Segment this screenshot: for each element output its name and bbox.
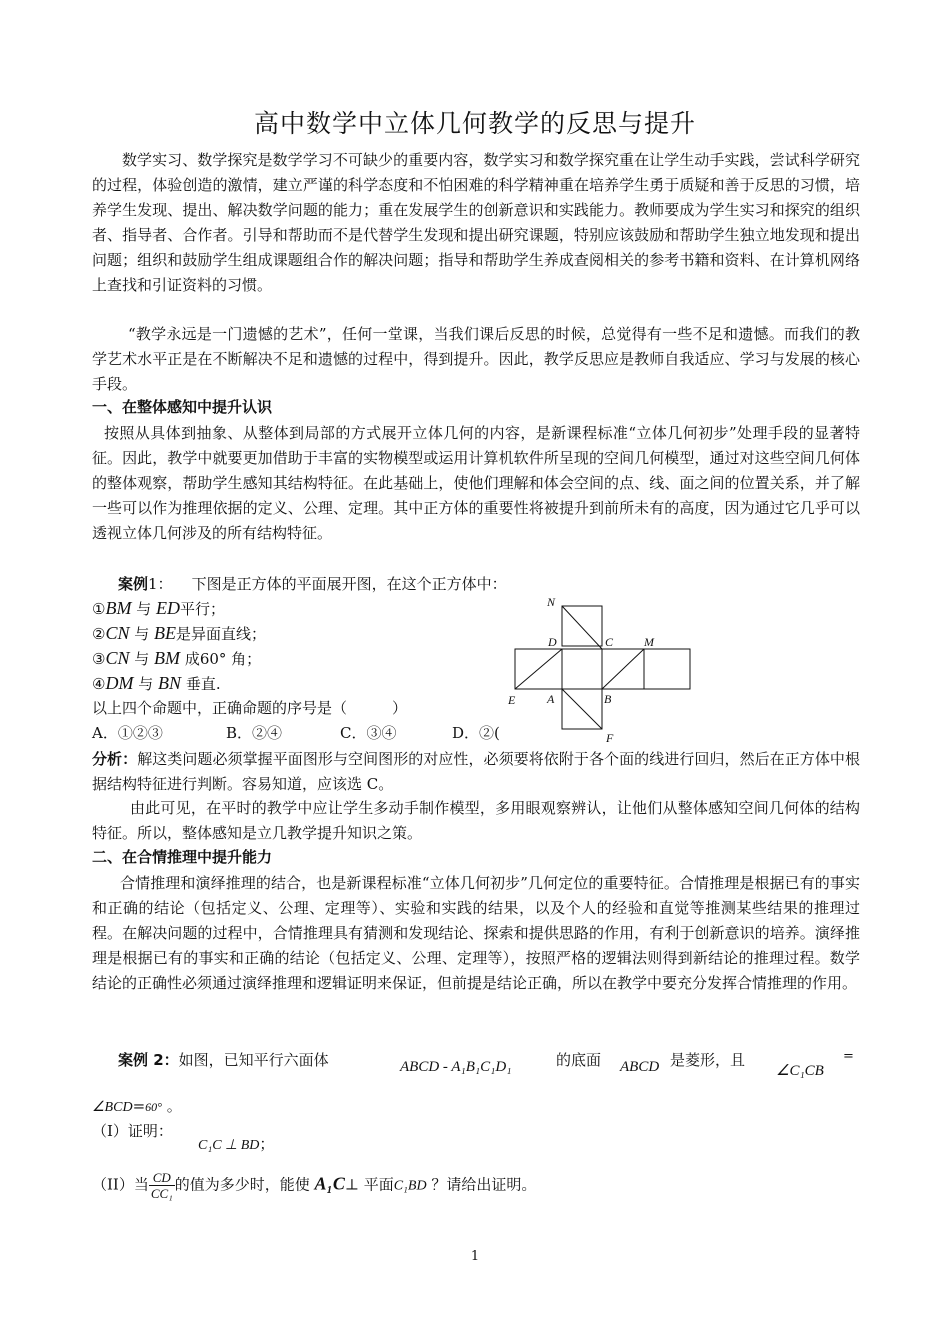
cube-net-figure <box>500 590 700 750</box>
option-b: B．②④ <box>226 724 283 742</box>
section1-paragraph: 按照从具体到抽象、从整体到局部的方式展开立体几何的内容，是新课程标准“立体几何初步”处理手段的显著特征。因此，教学中就要更加借助于丰富的实物模型或运用计算机软件所呈现的空间几何模型，通过对这些空间几何体的整体观察，帮助学生感知其结构特征。在此基础上，使他们理解和体会空间的点、线、面之间的位置关系，并了解一些可以作为推理依据的定义、公理、定理。其中正方体的重要性将被提升到前所未有的高度，因为通过它几乎可以透视立体几何涉及的所有结构特征。 <box>92 424 860 542</box>
label-M: M <box>644 635 654 649</box>
section2-heading: 二、在合情推理中提升能力 <box>92 848 273 866</box>
segment-AF <box>562 689 602 729</box>
net-face-far-right <box>644 649 690 689</box>
page-title: 高中数学中立体几何教学的反思与提升 <box>253 109 696 138</box>
case1-statement-3: ③CN 与 BM 成60° 角； <box>92 648 262 668</box>
section2-paragraph: 合情推理和演绎推理的结合，也是新课程标准“立体几何初步”几何定位的重要特征。合情推理是根据已有的事实和正确的结论（包括定义、公理、定理等）、实验和实践的结果，以及个人的经验和直觉等推测某些结果的推理过程。在解决问题的过程中，合情推理具有猜测和发现结论、探索和提供思路的作用，有利于创新意识的培养。演绎推理是根据已有的事实和正确的结论（包括定义、公理、定理等），按照严格的逻辑法则得到新结论的推理过程。数学结论的正确性必须通过演绎推理和逻辑证明来保证，但前提是结论正确，所以在教学中要充分发挥合情推理的作用。 <box>92 874 860 992</box>
case2-angle-line: ∠BCD=60° 。 <box>92 1097 182 1115</box>
label-F: F <box>606 731 614 745</box>
segment-BM <box>602 649 644 689</box>
case2-question-2: （II）当 $\frac{CD}{\text{CC₁}}$ 的值为多少时，能使 A₁C⊥ 平面C₁BD ？请给出证明。 <box>92 1170 537 1201</box>
option-c: C．③④ <box>340 724 397 742</box>
page-number: 1 <box>470 1249 480 1264</box>
case2-equals: = <box>843 1049 854 1064</box>
option-a: A．①②③ <box>92 724 163 742</box>
case1-statement-4: ④DM 与 BN 垂直. <box>92 673 221 693</box>
case2-angle-1: ∠C₁CB <box>776 1063 824 1079</box>
case2-question-1-label: （I）证明： <box>92 1122 173 1140</box>
intro-paragraph-1: 数学实习、数学探究是数学学习不可缺少的重要内容，数学实习和数学探究重在让学生动手实践，尝试科学研究的过程，体验创造的激情，建立严谨的科学态度和不怕困难的科学精神重在培养学生勇于质疑和善于反思的习惯，培养学生发现、提出、解决数学问题的能力；重在发展学生的创新意识和实践能力。教师要成为学生实习和探究的组织者、指导者、合作者。引导和帮助而不是代替学生发现和提出研究课题，特别应该鼓励和帮助学生独立地发现和提出问题；组织和鼓励学生组成课题组合作的解决问题；指导和帮助学生养成查阅相关的参考书籍和资料、在计算机网络上查找和引证资料的习惯。 <box>92 151 860 294</box>
segment-NC <box>562 606 602 649</box>
case2-rhombus-text: 是菱形，且 <box>670 1051 746 1069</box>
intro-paragraph-2: “教学永远是一门遗憾的艺术”，任何一堂课，当我们课后反思的时候，总觉得有一些不足和遗憾。而我们的教学艺术水平正是在不断解决不足和遗憾的过程中，得到提升。因此，教学反思应是教师自我适应、学习与发展的核心手段。 <box>92 325 860 393</box>
case2-base: ABCD <box>620 1059 660 1075</box>
label-B: B <box>604 692 612 706</box>
case1-intro: 案例1： 下图是正方体的平面展开图，在这个正方体中： <box>118 575 507 593</box>
section1-conclusion: 由此可见，在平时的教学中应让学生多动手制作模型，多用眼观察辨认，让他们从整体感知空间几何体的结构特征。所以，整体感知是立几教学提升知识之策。 <box>92 799 860 842</box>
label-A: A <box>547 692 555 706</box>
case1-statement-2: ②CN 与 BE是异面直线； <box>92 623 267 643</box>
option-d: D．②( <box>452 724 500 742</box>
case1-analysis: 分析：解这类问题必须掌握平面图形与空间图形的对应性，必须要将依附于各个面的线进行回归，然后在正方体中根据结构特征进行判断。容易知道，应该选 C。 <box>92 750 860 793</box>
label-N: N <box>547 595 556 609</box>
label-E: E <box>508 693 516 707</box>
label-D: D <box>548 635 557 649</box>
case2-solid: ABCD - A₁B₁C₁D₁ <box>400 1059 512 1075</box>
net-face-center <box>562 649 602 689</box>
case1-question: 以上四个命题中，正确命题的序号是（ ） <box>92 699 408 717</box>
case2-question-1-expr: C₁C ⊥ BD； <box>198 1135 275 1153</box>
section1-heading: 一、在整体感知中提升认识 <box>92 398 273 416</box>
segment-ED <box>515 649 562 689</box>
ratio-fraction: $\frac{CD}{\text{CC₁}}$ <box>150 1170 173 1201</box>
case2-base-text: 的底面 <box>556 1051 602 1069</box>
label-C: C <box>605 635 614 649</box>
case2-intro: 案例 2：如图，已知平行六面体 <box>118 1051 329 1069</box>
case1-statement-1: ①BM 与 ED平行； <box>92 598 226 618</box>
